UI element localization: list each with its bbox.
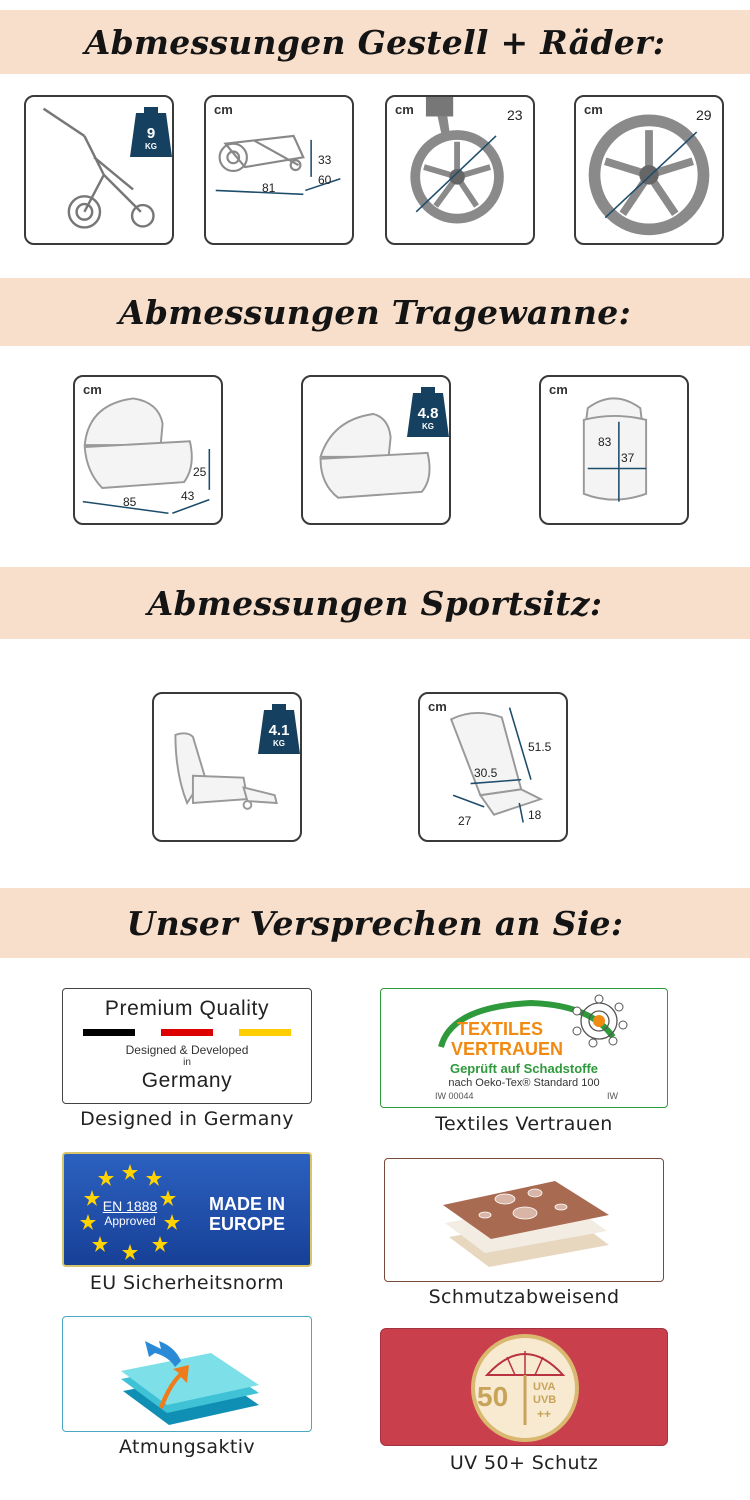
- seat-dimensions-card: [418, 692, 568, 842]
- unit-label: cm: [549, 382, 568, 397]
- uv-uva: UVA: [533, 1381, 556, 1393]
- front-wheel-size: 23: [507, 107, 523, 123]
- frame-weight-unit: KG: [145, 142, 157, 151]
- heading-band-carrycot: [0, 278, 750, 346]
- uv-value: 50: [477, 1381, 509, 1412]
- textiles-line2: VERTRAUEN: [451, 1039, 564, 1059]
- carrycot-icon: [75, 377, 221, 523]
- seat-back-length: 51.5: [528, 740, 552, 754]
- seat-width: 30.5: [474, 766, 498, 780]
- breathable-fabric-icon: [63, 1317, 312, 1432]
- flag-stripe-black: [83, 1029, 135, 1036]
- textiles-code: IW 00044: [435, 1091, 474, 1101]
- frame-weight-value: 9: [146, 125, 156, 142]
- premium-line1: Designed & Developed: [125, 1043, 249, 1057]
- textiles-vertrauen-badge: [380, 988, 668, 1108]
- eu-norm: EN 1888: [102, 1198, 158, 1214]
- heading-band-seat: [0, 567, 750, 639]
- carrycot-weight-unit: KG: [422, 422, 434, 431]
- caption-uv: UV 50+ Schutz: [449, 1452, 599, 1474]
- heading-band-promise: [0, 888, 750, 958]
- caption-textiles: Textiles Vertrauen: [435, 1113, 613, 1135]
- carrycot-height: 25: [193, 465, 207, 479]
- seat-weight-value: 4.1: [268, 722, 290, 739]
- textiles-line1: TEXTILES: [457, 1019, 544, 1039]
- unit-label: cm: [428, 699, 447, 714]
- seat-weight-card: [152, 692, 302, 842]
- premium-line3: Germany: [141, 1069, 233, 1092]
- carrycot-dimensions-card: [73, 375, 223, 525]
- unit-label: cm: [395, 102, 414, 117]
- carrycot-length: 85: [123, 495, 137, 509]
- caption-breathable: Atmungsaktiv: [118, 1436, 256, 1458]
- folded-stroller-icon: [206, 97, 352, 243]
- folded-length: 81: [262, 181, 276, 195]
- carrycot-inner-width: 37: [621, 451, 635, 465]
- carrycot-weight-value: 4.8: [417, 405, 439, 422]
- eu-safety-badge: [62, 1152, 312, 1267]
- caption-premium: Designed in Germany: [80, 1108, 294, 1130]
- textiles-line3: Geprüft auf Schadstoffe: [449, 1061, 599, 1076]
- breathable-badge: [62, 1316, 312, 1432]
- folded-height: 33: [318, 153, 332, 167]
- rear-wheel-size: 29: [696, 107, 712, 123]
- eu-approved: Approved: [104, 1214, 156, 1228]
- section-title-seat: Abmessungen Sportsitz:: [147, 583, 603, 623]
- folded-width: 60: [318, 173, 332, 187]
- fabric-layers-icon: [385, 1159, 664, 1282]
- weight-icon: [258, 704, 300, 754]
- unit-label: cm: [83, 382, 102, 397]
- caption-dirt: Schmutzabweisend: [428, 1286, 620, 1308]
- front-wheel-card: [385, 95, 535, 245]
- premium-title: Premium Quality: [104, 997, 270, 1020]
- weight-icon: [407, 387, 449, 437]
- uv-uvb: UVB: [533, 1394, 557, 1406]
- carrycot-inner-length: 83: [598, 435, 612, 449]
- stroller-weight-card: [24, 95, 174, 245]
- section-title-promise: Unser Versprechen an Sie:: [126, 903, 624, 943]
- uv-plus: ++: [537, 1407, 552, 1421]
- premium-line2: in: [183, 1057, 191, 1068]
- textiles-line4: nach Oeko-Tex® Standard 100: [448, 1077, 600, 1089]
- caption-eu: EU Sicherheitsnorm: [89, 1272, 285, 1294]
- uv-protection-badge: [380, 1328, 668, 1446]
- rear-wheel-card: [574, 95, 724, 245]
- weight-icon: [130, 107, 172, 157]
- flag-stripe-gold: [239, 1029, 291, 1036]
- textiles-code-right: IW: [607, 1091, 618, 1101]
- premium-quality-badge: [62, 988, 312, 1104]
- carrycot-top-icon: [541, 377, 687, 523]
- seat-foot-height: 18: [528, 808, 542, 822]
- carrycot-width: 43: [181, 489, 195, 503]
- seat-footrest-length: 27: [458, 814, 472, 828]
- section-title-frame: Abmessungen Gestell + Räder:: [84, 22, 666, 62]
- uv-umbrella-icon: [381, 1329, 668, 1446]
- folded-dimensions-card: [204, 95, 354, 245]
- section-title-carrycot: Abmessungen Tragewanne:: [118, 292, 632, 332]
- carrycot-weight-card: [301, 375, 451, 525]
- unit-label: cm: [214, 102, 233, 117]
- heading-band-frame: [0, 10, 750, 74]
- eu-made-line2: EUROPE: [208, 1214, 286, 1234]
- unit-label: cm: [584, 102, 603, 117]
- carrycot-inner-card: [539, 375, 689, 525]
- dirt-repellent-badge: [384, 1158, 664, 1282]
- eu-made-line1: MADE IN: [209, 1194, 285, 1214]
- seat-weight-unit: KG: [273, 739, 285, 748]
- flag-stripe-red: [161, 1029, 213, 1036]
